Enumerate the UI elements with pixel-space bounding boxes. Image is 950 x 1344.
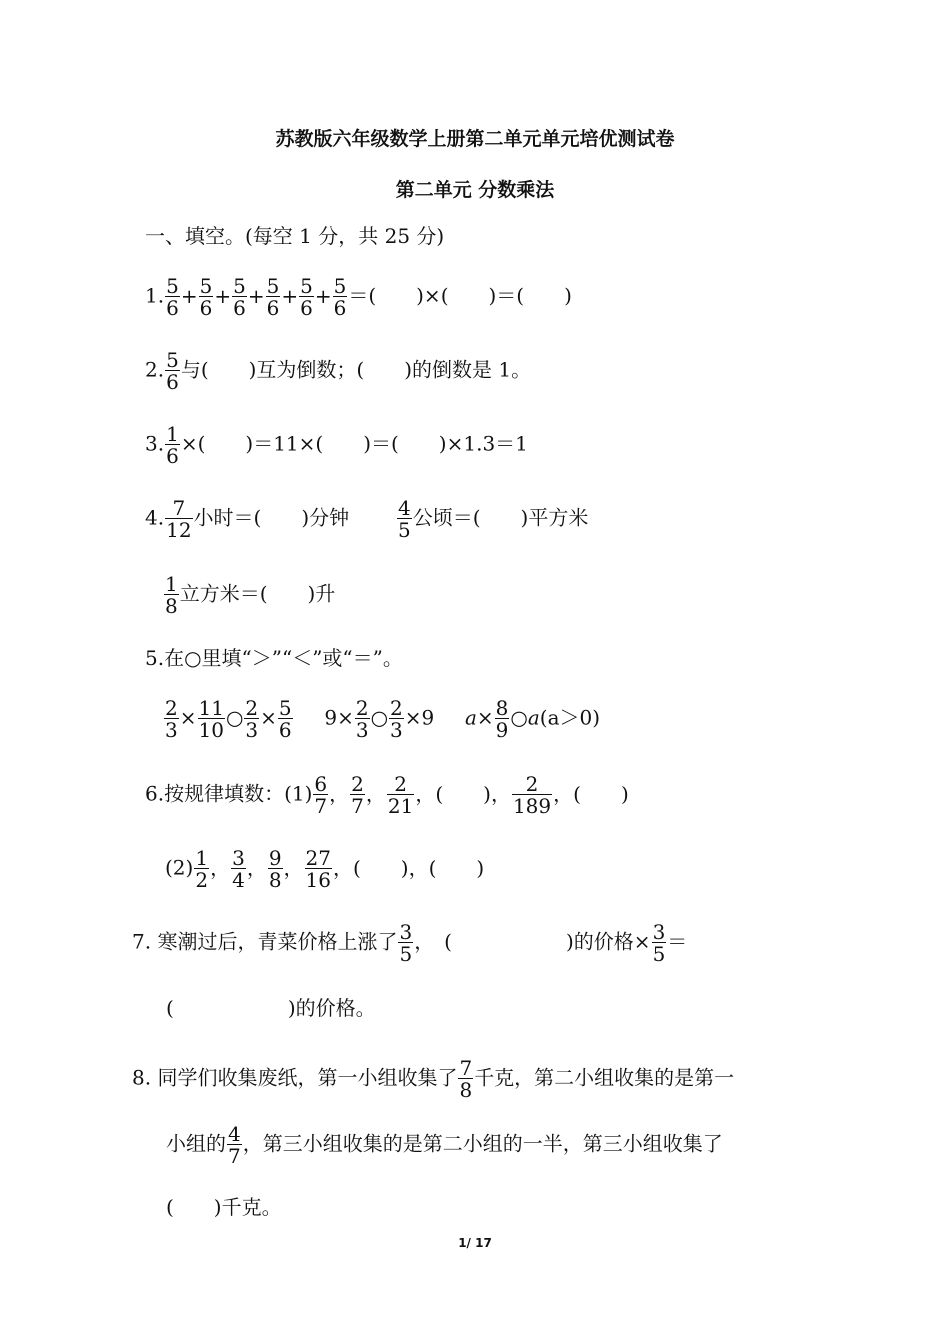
q8-text-4: ，第三小组收集的是第二小组的一半，第三小组收集了 xyxy=(242,1131,723,1156)
q7-open-paren: ( xyxy=(166,996,174,1020)
q1-fraction: $\frac{5}{6}$ xyxy=(199,274,213,320)
q7-text-3: )的价格× xyxy=(566,929,651,954)
q4-text-hectare: 公顷＝( )平方米 xyxy=(412,505,589,530)
comma: ， xyxy=(246,855,267,880)
plus-sign: + xyxy=(247,283,265,308)
comma: ， xyxy=(283,855,304,880)
q6-fraction: $\frac{2}{21}$ xyxy=(387,772,414,818)
q7-text-4: )的价格。 xyxy=(287,996,376,1020)
comma: ， xyxy=(210,855,231,880)
times-sign: × xyxy=(260,705,277,730)
q6-label: 6.按规律填数：(1) xyxy=(145,781,313,806)
question-1 xyxy=(145,276,572,318)
q3-fraction: $\frac{1}{6}$ xyxy=(166,422,179,468)
question-5-comparisons xyxy=(163,698,600,740)
plus-sign: + xyxy=(281,283,299,308)
question-4 xyxy=(145,498,349,540)
comma: ， xyxy=(408,855,429,880)
q7-text-1: 7. 寒潮过后，青菜价格上涨了 xyxy=(132,929,398,954)
q4-fraction-hectare: $\frac{4}{5}$ xyxy=(398,496,411,542)
question-3 xyxy=(145,424,528,466)
page-number: 1/ 17 xyxy=(458,1236,492,1250)
q8-fraction-2: $\frac{4}{7}$ xyxy=(228,1122,241,1168)
question-6 xyxy=(145,774,629,816)
q4-text-hours: 小时＝( )分钟 xyxy=(193,505,350,530)
q8-text-3: 小组的 xyxy=(166,1131,226,1156)
answer-blank: ( ) xyxy=(435,781,491,806)
question-2 xyxy=(145,350,531,392)
q7-fraction-2: $\frac{3}{5}$ xyxy=(652,920,666,966)
q5-frac-a2: $\frac{11}{10}$ xyxy=(198,696,224,742)
compare-circle: ○ xyxy=(370,705,389,730)
q4-fraction-cubic: $\frac{1}{8}$ xyxy=(165,572,178,618)
unit-subtitle: 第二单元 分数乘法 xyxy=(395,179,555,201)
section-heading: 一、填空。(每空 1 分，共 25 分) xyxy=(145,224,445,248)
q7-text-2: ， ( xyxy=(414,929,452,954)
q6-fraction: $\frac{27}{16}$ xyxy=(305,846,331,892)
comma: ， xyxy=(329,781,350,806)
q8-text-2: 千克，第二小组收集的是第一 xyxy=(474,1065,735,1090)
q5-frac-a3: $\frac{2}{3}$ xyxy=(245,696,259,742)
q1-fraction: $\frac{5}{6}$ xyxy=(266,274,280,320)
times-sign: × xyxy=(476,705,494,730)
q8-fraction-1: $\frac{7}{8}$ xyxy=(459,1056,473,1102)
q5-frac-a1: $\frac{2}{3}$ xyxy=(165,696,178,742)
q6-fraction: $\frac{9}{8}$ xyxy=(268,846,282,892)
q7-equals: ＝ xyxy=(667,929,688,954)
plus-sign: + xyxy=(214,283,232,308)
question-7 xyxy=(132,922,687,964)
q5-frac-b2: $\frac{2}{3}$ xyxy=(390,696,403,742)
q3-number: 3. xyxy=(145,431,165,456)
document-title: 苏教版六年级数学上册第二单元单元培优测试卷 xyxy=(275,128,675,150)
comma: ， xyxy=(553,781,574,806)
q5-var-a: a xyxy=(464,705,477,730)
q6-fraction: $\frac{2}{189}$ xyxy=(512,772,552,818)
compare-circle: ○ xyxy=(510,705,528,730)
q3-text: ×( )＝11×( )＝( )×1.3＝1 xyxy=(180,431,528,456)
q1-number: 1. xyxy=(145,283,165,308)
question-5: 5.在○里填“＞”“＜”或“＝”。 xyxy=(145,646,403,670)
q6-fraction: $\frac{1}{2}$ xyxy=(195,846,209,892)
q5-condition: (a＞0) xyxy=(539,705,601,730)
q1-fraction: $\frac{5}{6}$ xyxy=(233,274,246,320)
times-sign: × xyxy=(179,705,197,730)
question-8-part-3: ( )千克。 xyxy=(166,1195,282,1219)
question-4-part-2 xyxy=(396,498,588,540)
question-6-part-2 xyxy=(165,848,484,890)
question-4-part-3 xyxy=(163,574,335,616)
answer-blank: ( ) xyxy=(573,781,629,806)
compare-circle: ○ xyxy=(225,705,244,730)
answer-blank: ( ) xyxy=(428,855,485,880)
q1-fraction: $\frac{5}{6}$ xyxy=(333,274,347,320)
answer-blank: ( ) xyxy=(353,855,409,880)
q5-frac-a4: $\frac{5}{6}$ xyxy=(278,696,292,742)
q2-number: 2. xyxy=(145,357,165,382)
q8-text-1: 8. 同学们收集废纸，第一小组收集了 xyxy=(132,1065,458,1090)
q6-fraction: $\frac{3}{4}$ xyxy=(232,846,245,892)
q5-b-suffix: ×9 xyxy=(404,705,435,730)
q6-fraction: $\frac{2}{7}$ xyxy=(351,772,364,818)
comma: ， xyxy=(365,781,386,806)
plus-sign: + xyxy=(180,283,198,308)
q6-sequence-1 xyxy=(312,772,629,818)
q5-frac-c1: $\frac{8}{9}$ xyxy=(495,696,509,742)
q5-frac-b1: $\frac{2}{3}$ xyxy=(355,696,369,742)
q1-fraction: $\frac{5}{6}$ xyxy=(300,274,313,320)
question-8 xyxy=(132,1058,734,1100)
q2-text: 与( )互为倒数；( )的倒数是 1。 xyxy=(180,357,532,382)
q5-var-a: a xyxy=(527,705,540,730)
q2-fraction: $\frac{5}{6}$ xyxy=(166,348,179,394)
q5-b-prefix: 9× xyxy=(324,705,354,730)
q4-text-cubic: 立方米＝( )升 xyxy=(179,581,336,606)
q1-fraction: $\frac{5}{6}$ xyxy=(166,274,179,320)
q4-fraction-hours: $\frac{7}{12}$ xyxy=(166,496,192,542)
question-8-part-2 xyxy=(166,1124,723,1166)
comma: ， xyxy=(415,781,436,806)
plus-sign: + xyxy=(314,283,332,308)
q6-label-2: (2) xyxy=(165,855,194,880)
q7-fraction-1: $\frac{3}{5}$ xyxy=(399,920,413,966)
q1-rest: ＝( )×( )＝( ) xyxy=(348,283,572,308)
q4-number: 4. xyxy=(145,505,165,530)
comma: ， xyxy=(490,781,511,806)
q6-fraction: $\frac{6}{7}$ xyxy=(314,772,328,818)
question-7-part-2 xyxy=(166,998,376,1018)
q1-terms xyxy=(164,274,348,320)
q6-sequence-2 xyxy=(193,846,485,892)
comma: ， xyxy=(333,855,353,880)
